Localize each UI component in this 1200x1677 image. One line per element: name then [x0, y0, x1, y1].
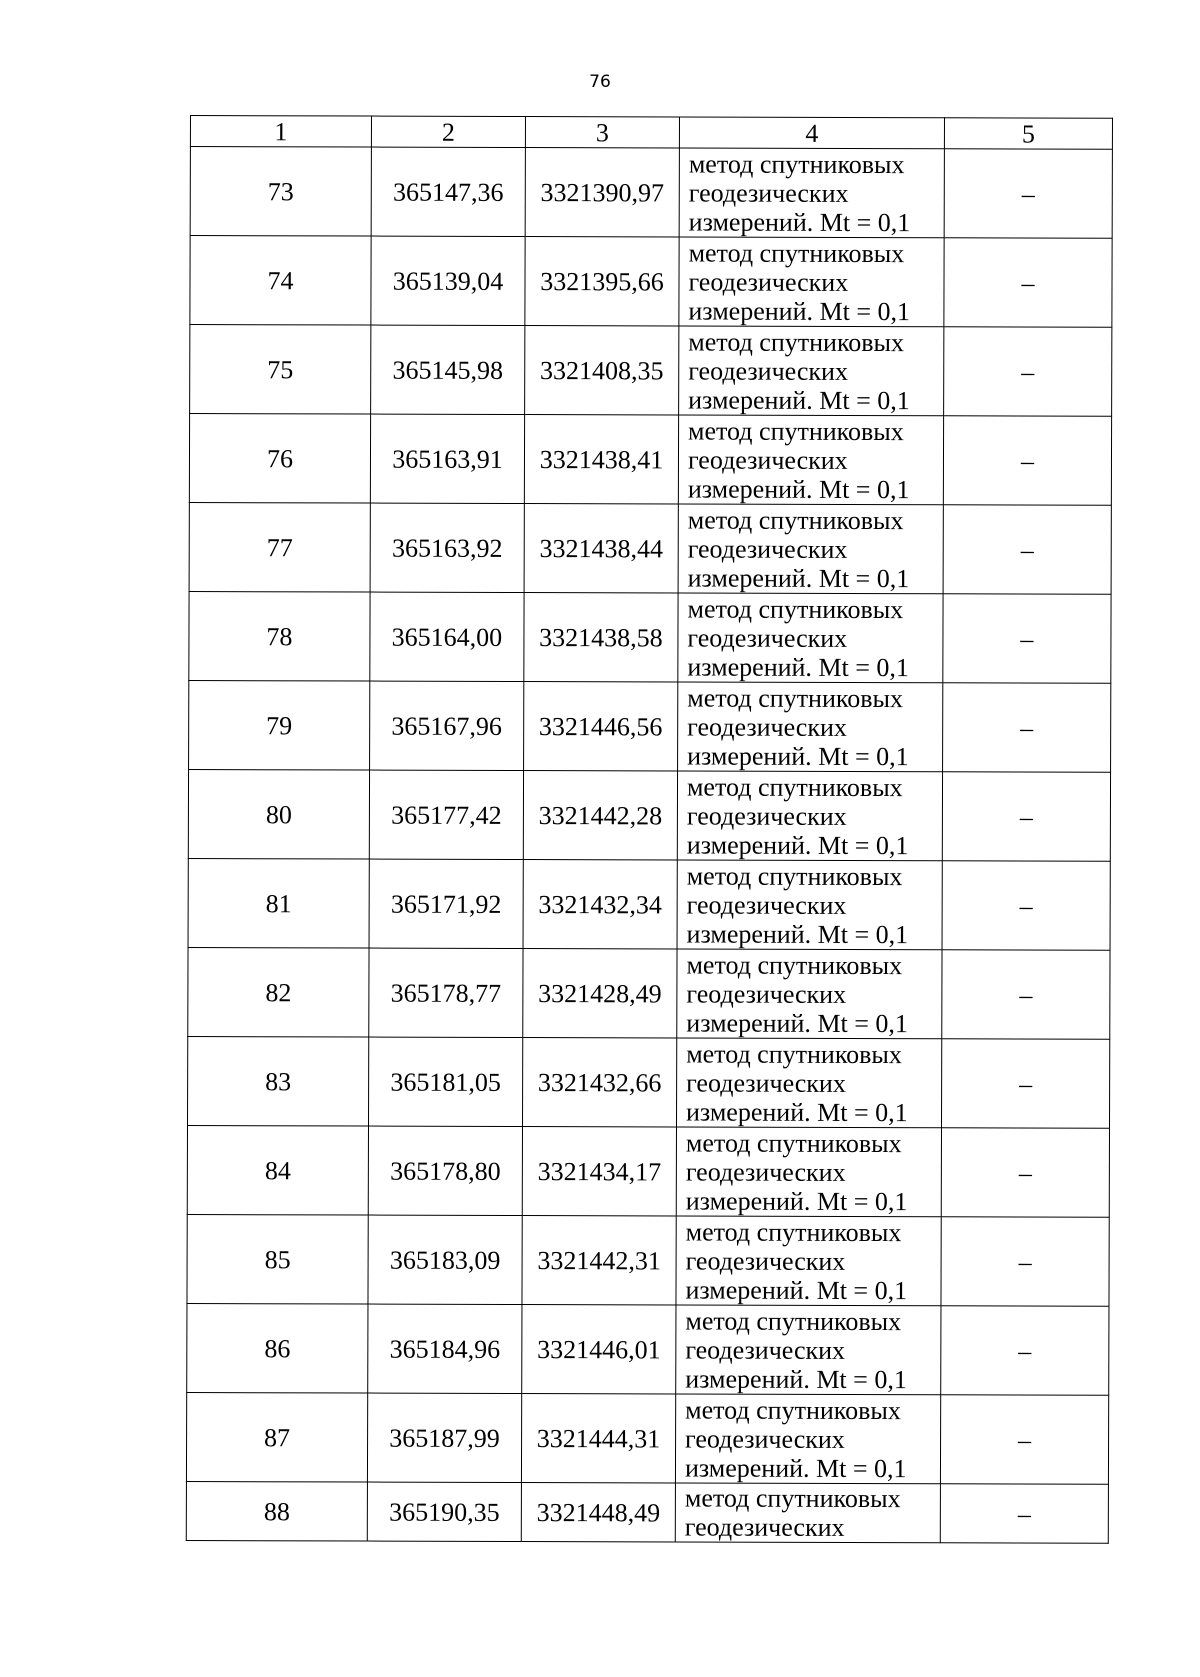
method-line: геодезических [686, 889, 847, 920]
table-row [189, 502, 1111, 594]
method-cell [676, 1127, 941, 1217]
x-coordinate-cell: 365145,98 [371, 325, 525, 414]
method-line: измерений. Mt = 0,1 [688, 295, 911, 326]
x-coordinate-cell: 365139,04 [371, 236, 525, 325]
point-number-cell: 79 [189, 680, 370, 770]
y-coordinate-cell: 3321442,31 [522, 1215, 676, 1304]
note-cell: – [943, 594, 1111, 683]
x-coordinate-cell: 365178,77 [369, 948, 523, 1037]
method-line: метод спутниковых [687, 504, 904, 535]
method-line: измерений. Mt = 0,1 [685, 1363, 907, 1394]
y-coordinate-cell: 3321438,44 [524, 503, 678, 592]
table-row [188, 1036, 1110, 1128]
table-row [187, 1125, 1109, 1217]
point-number-cell: 73 [190, 147, 371, 237]
method-line: геодезических [684, 1512, 845, 1542]
method-cell [675, 1483, 940, 1543]
x-coordinate-cell: 365190,35 [367, 1482, 521, 1541]
method-cell [677, 860, 942, 950]
method-cell [676, 1305, 941, 1395]
y-coordinate-cell: 3321446,56 [524, 681, 678, 770]
point-number-cell: 74 [190, 236, 371, 326]
method-cell [678, 593, 943, 683]
note-cell: – [942, 772, 1110, 861]
note-cell: – [941, 1128, 1109, 1217]
method-line: метод спутниковых [685, 1216, 902, 1247]
point-number-cell: 88 [186, 1481, 367, 1541]
x-coordinate-cell: 365177,42 [369, 770, 523, 859]
method-cell [678, 504, 943, 594]
header-cell-5: 5 [944, 118, 1112, 149]
note-cell: – [944, 327, 1112, 416]
x-coordinate-cell: 365147,36 [371, 147, 525, 236]
page-number: 76 [589, 72, 611, 92]
y-coordinate-cell: 3321432,34 [523, 859, 677, 948]
table-row [188, 769, 1110, 861]
note-cell: – [941, 1306, 1109, 1395]
y-coordinate-cell: 3321434,17 [522, 1126, 676, 1215]
point-number-cell: 81 [188, 858, 369, 948]
method-line: геодезических [688, 355, 849, 386]
method-line: метод спутниковых [685, 1127, 902, 1158]
note-cell: – [941, 1039, 1109, 1128]
method-line: метод спутниковых [686, 771, 903, 802]
note-cell: – [943, 683, 1111, 772]
table-row [187, 1214, 1109, 1306]
note-cell: – [942, 861, 1110, 950]
x-coordinate-cell: 365187,99 [367, 1393, 521, 1482]
table-row [190, 236, 1112, 328]
header-cell-1: 1 [190, 116, 371, 148]
point-number-cell: 75 [190, 325, 371, 415]
method-line: метод спутниковых [686, 860, 903, 891]
note-cell: – [942, 950, 1110, 1039]
y-coordinate-cell: 3321395,66 [525, 236, 679, 325]
y-coordinate-cell: 3321438,41 [524, 414, 678, 503]
point-number-cell: 78 [189, 591, 370, 681]
point-number-cell: 87 [186, 1392, 367, 1482]
method-line: геодезических [687, 711, 847, 742]
method-line: измерений. Mt = 0,1 [687, 740, 909, 771]
method-cell [676, 1038, 941, 1128]
note-cell: – [943, 505, 1111, 594]
table-row [190, 147, 1112, 239]
y-coordinate-cell: 3321390,97 [525, 147, 679, 236]
table-header [190, 116, 1112, 150]
method-line: геодезических [687, 622, 848, 653]
x-coordinate-cell: 365183,09 [368, 1215, 522, 1304]
method-line: метод спутниковых [685, 1394, 901, 1425]
header-row [190, 116, 1112, 150]
method-line: измерений. Mt = 0,1 [685, 1274, 908, 1305]
point-number-cell: 83 [188, 1036, 369, 1126]
x-coordinate-cell: 365184,96 [368, 1304, 522, 1393]
method-line: измерений. Mt = 0,1 [687, 562, 910, 593]
note-cell: – [940, 1395, 1108, 1484]
point-number-cell: 77 [189, 502, 370, 592]
point-number-cell: 80 [188, 769, 369, 859]
method-line: измерений. Mt = 0,1 [688, 384, 910, 415]
method-line: метод спутниковых [687, 682, 904, 713]
point-number-cell: 85 [187, 1214, 368, 1304]
method-line: метод спутниковых [688, 237, 905, 268]
x-coordinate-cell: 365163,92 [370, 503, 524, 592]
method-line: геодезических [688, 266, 849, 297]
note-cell: – [940, 1484, 1108, 1543]
x-coordinate-cell: 365178,80 [368, 1126, 522, 1215]
header-cell-3: 3 [525, 116, 679, 147]
method-cell [679, 148, 944, 238]
header-cell-2: 2 [371, 116, 525, 147]
table-body [186, 147, 1112, 1544]
method-cell [676, 1216, 941, 1306]
method-line: измерений. Mt = 0,1 [688, 206, 911, 237]
x-coordinate-cell: 365164,00 [370, 592, 524, 681]
x-coordinate-cell: 365167,96 [370, 681, 524, 770]
method-line: измерений. Mt = 0,1 [687, 651, 910, 682]
method-line: геодезических [687, 533, 848, 564]
y-coordinate-cell: 3321432,66 [523, 1037, 677, 1126]
x-coordinate-cell: 365163,91 [370, 414, 524, 503]
method-line: метод спутниковых [686, 1038, 902, 1069]
method-line: геодезических [685, 1334, 846, 1365]
method-line: геодезических [685, 1156, 846, 1187]
method-line: метод спутниковых [685, 1305, 902, 1336]
method-line: метод спутниковых [687, 593, 904, 624]
method-line: метод спутниковых [688, 415, 904, 446]
method-line: метод спутниковых [684, 1483, 901, 1514]
method-cell [677, 771, 942, 861]
method-line: измерений. Mt = 0,1 [686, 918, 909, 949]
table-row [189, 591, 1111, 683]
table-row [189, 414, 1111, 506]
method-line: геодезических [688, 177, 849, 208]
note-cell: – [943, 416, 1111, 505]
table-row [189, 680, 1111, 772]
method-cell [677, 949, 942, 1039]
note-cell: – [941, 1217, 1109, 1306]
method-cell [679, 326, 944, 416]
y-coordinate-cell: 3321438,58 [524, 592, 678, 681]
method-line: геодезических [686, 1067, 846, 1098]
method-cell [678, 415, 943, 505]
x-coordinate-cell: 365181,05 [369, 1037, 523, 1126]
header-cell-4: 4 [679, 117, 944, 149]
method-line: геодезических [686, 978, 847, 1009]
table-row [187, 1303, 1109, 1395]
y-coordinate-cell: 3321408,35 [525, 325, 679, 414]
method-line: измерений. Mt = 0,1 [684, 1452, 907, 1483]
method-line: измерений. Mt = 0,1 [686, 1007, 908, 1038]
method-line: метод спутниковых [686, 949, 903, 980]
method-line: геодезических [685, 1423, 845, 1454]
y-coordinate-cell: 3321444,31 [521, 1393, 675, 1482]
point-number-cell: 86 [187, 1303, 368, 1393]
method-line: измерений. Mt = 0,1 [686, 829, 909, 860]
method-line: метод спутниковых [688, 326, 905, 357]
table-row [186, 1392, 1108, 1484]
method-line: измерений. Mt = 0,1 [687, 473, 910, 504]
point-number-cell: 82 [188, 947, 369, 1037]
y-coordinate-cell: 3321446,01 [522, 1304, 676, 1393]
y-coordinate-cell: 3321448,49 [521, 1482, 675, 1541]
method-line: геодезических [687, 444, 848, 475]
method-line: геодезических [686, 800, 847, 831]
method-line: метод спутниковых [688, 148, 905, 179]
method-cell [675, 1394, 940, 1484]
note-cell: – [944, 149, 1112, 238]
table-row [188, 858, 1110, 950]
method-line: измерений. Mt = 0,1 [686, 1096, 908, 1127]
method-line: измерений. Mt = 0,1 [685, 1185, 908, 1216]
note-cell: – [944, 238, 1112, 327]
table-row [188, 947, 1110, 1039]
y-coordinate-cell: 3321428,49 [523, 948, 677, 1037]
method-line: геодезических [685, 1245, 846, 1276]
coordinates-table [186, 115, 1113, 1544]
table-row [190, 325, 1112, 417]
method-cell [679, 237, 944, 327]
method-cell [678, 682, 943, 772]
point-number-cell: 76 [189, 414, 370, 504]
point-number-cell: 84 [187, 1125, 368, 1215]
x-coordinate-cell: 365171,92 [369, 859, 523, 948]
y-coordinate-cell: 3321442,28 [523, 770, 677, 859]
table-row [186, 1481, 1108, 1543]
